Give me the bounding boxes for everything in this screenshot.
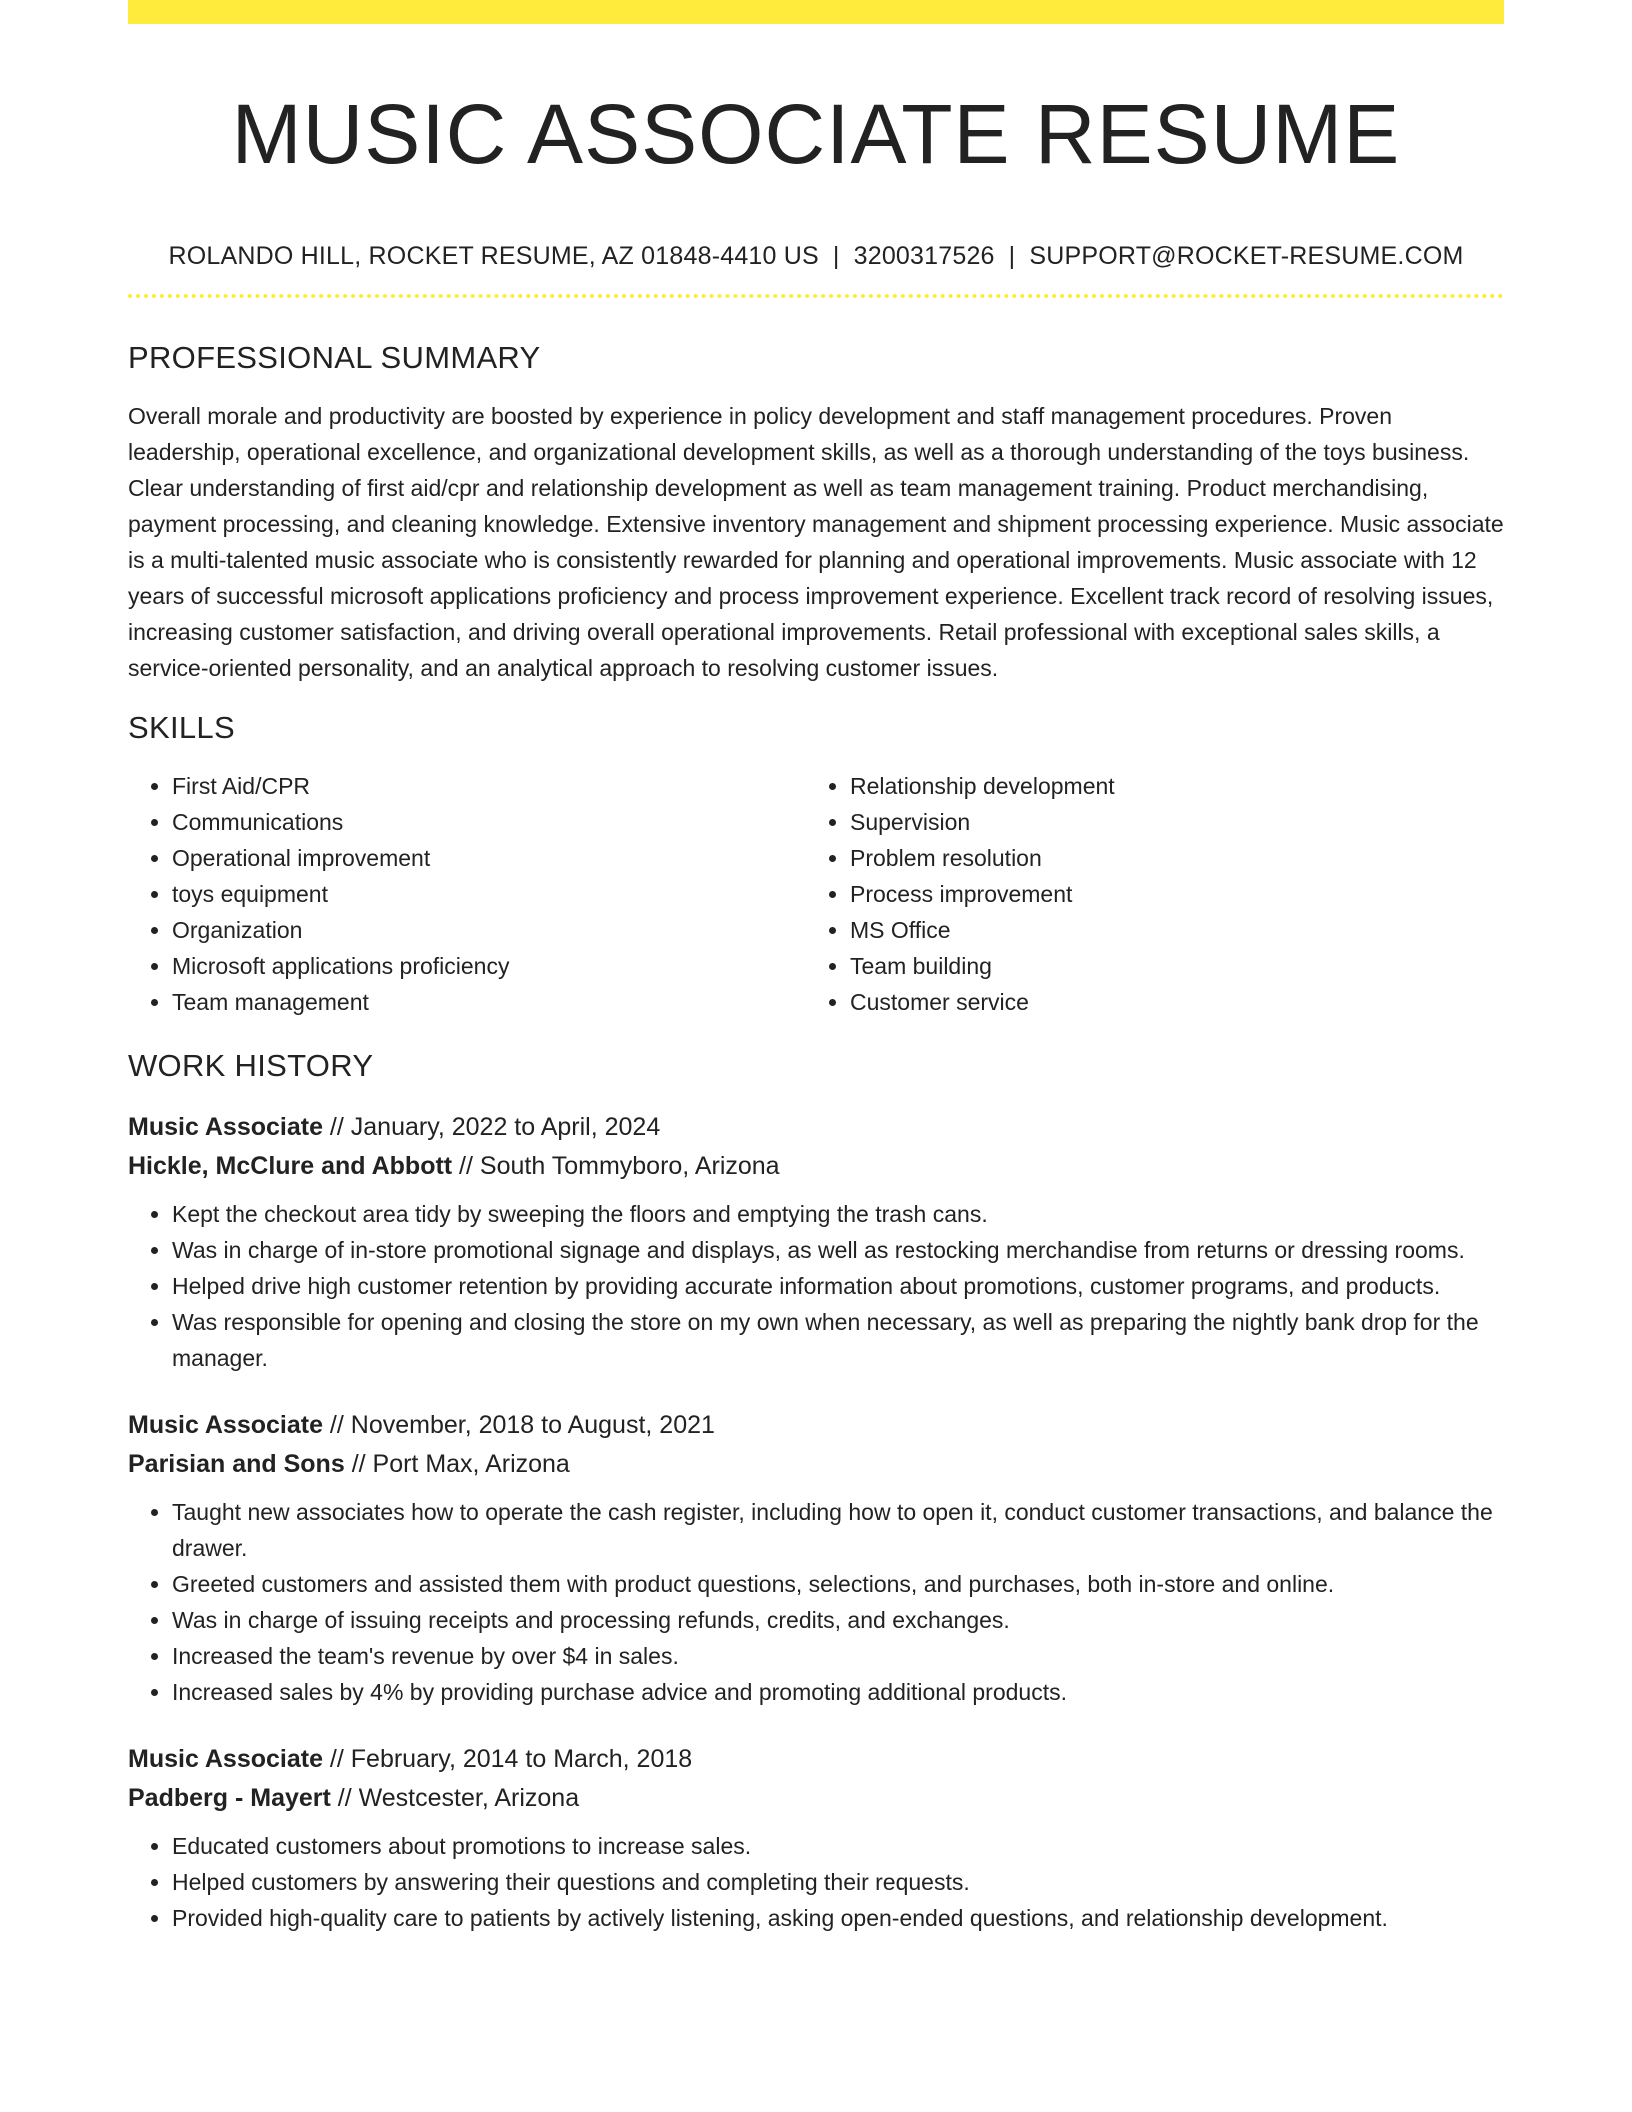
job-bullets bbox=[128, 1494, 1504, 1710]
resume-page bbox=[128, 0, 1504, 1936]
skill-item: • Team building bbox=[850, 948, 1484, 984]
job-location: // Westcester, Arizona bbox=[330, 1784, 580, 1812]
job-company-line bbox=[128, 1147, 1504, 1186]
job-bullet: • Increased the team's revenue by over $4 in sales. bbox=[172, 1638, 1504, 1674]
job-title-line bbox=[128, 1406, 1504, 1445]
job-title: Music Associate bbox=[128, 1745, 323, 1773]
accent-top-bar bbox=[128, 0, 1504, 24]
job-company-line bbox=[128, 1779, 1504, 1818]
skill-item: • Organization bbox=[172, 912, 806, 948]
job-dates: // January, 2022 to April, 2024 bbox=[322, 1113, 661, 1141]
skill-item: • MS Office bbox=[850, 912, 1484, 948]
job-company: Hickle, McClure and Abbott bbox=[128, 1152, 453, 1180]
job-bullet: • Educated customers about promotions to increase sales. bbox=[172, 1828, 1504, 1864]
job-bullets bbox=[128, 1828, 1504, 1936]
job-location: // South Tommyboro, Arizona bbox=[452, 1152, 780, 1180]
job-bullets bbox=[128, 1196, 1504, 1376]
job-company-line bbox=[128, 1445, 1504, 1484]
job-company: Padberg - Mayert bbox=[128, 1784, 331, 1812]
skills-list-left bbox=[128, 768, 806, 1020]
skills-list-right bbox=[806, 768, 1484, 1020]
contact-separator: | bbox=[832, 242, 840, 270]
job-bullet: • Taught new associates how to operate the cash register, including how to open it, conduct customer transactions, and balance the drawer. bbox=[172, 1494, 1504, 1566]
skill-item: • Problem resolution bbox=[850, 840, 1484, 876]
job-title-line bbox=[128, 1740, 1504, 1779]
contact-phone: 3200317526 bbox=[853, 242, 995, 270]
dotted-divider bbox=[128, 294, 1504, 298]
job-bullet: • Increased sales by 4% by providing purchase advice and promoting additional products. bbox=[172, 1674, 1504, 1710]
resume-title: MUSIC ASSOCIATE RESUME bbox=[231, 87, 1401, 181]
job-bullet: • Was in charge of in-store promotional signage and displays, as well as restocking merchandise from returns or dressing rooms. bbox=[172, 1232, 1504, 1268]
job-entry bbox=[128, 1108, 1504, 1376]
contact-separator: | bbox=[1008, 242, 1016, 270]
job-title-line bbox=[128, 1108, 1504, 1147]
job-bullet: • Helped customers by answering their questions and completing their requests. bbox=[172, 1864, 1504, 1900]
contact-address: ROLANDO HILL, ROCKET RESUME, AZ 01848-4410 US bbox=[168, 242, 819, 270]
job-title: Music Associate bbox=[128, 1411, 323, 1439]
skills-heading: SKILLS bbox=[128, 710, 235, 745]
job-bullet: • Was in charge of issuing receipts and processing refunds, credits, and exchanges. bbox=[172, 1602, 1504, 1638]
job-bullet: • Was responsible for opening and closing the store on my own when necessary, as well as preparing the nightly bank drop for the manager. bbox=[172, 1304, 1504, 1376]
skill-item: • Customer service bbox=[850, 984, 1484, 1020]
skill-item: • Supervision bbox=[850, 804, 1484, 840]
job-dates: // February, 2014 to March, 2018 bbox=[322, 1745, 693, 1773]
work-history-heading: WORK HISTORY bbox=[128, 1048, 374, 1083]
contact-email: SUPPORT@ROCKET-RESUME.COM bbox=[1029, 242, 1464, 270]
job-company: Parisian and Sons bbox=[128, 1450, 345, 1478]
skill-item: • toys equipment bbox=[172, 876, 806, 912]
job-dates: // November, 2018 to August, 2021 bbox=[322, 1411, 715, 1439]
skill-item: • Communications bbox=[172, 804, 806, 840]
skill-item: • Operational improvement bbox=[172, 840, 806, 876]
job-entry bbox=[128, 1740, 1504, 1936]
job-bullet: • Helped drive high customer retention by providing accurate information about promotions, customer programs, and products. bbox=[172, 1268, 1504, 1304]
skill-item: • Team management bbox=[172, 984, 806, 1020]
summary-text: Overall morale and productivity are boosted by experience in policy development and staff management procedures. Proven leadership, operational excellence, and organizational development skills, as well as a thorough understanding of the toys business. Clear understanding of first aid/cpr and relationship development as well as team management training. Product merchandising, payment processing, and cleaning knowledge. Extensive inventory management and shipment processing experience. Music associate is a multi-talented music associate who is consistently rewarded for planning and operational improvements. Music associate with 12 years of successful microsoft applications proficiency and process improvement experience. Excellent track record of resolving issues, increasing customer satisfaction, and driving overall operational improvements. Retail professional with exceptional sales skills, a service-oriented personality, and an analytical approach to resolving customer issues. bbox=[128, 403, 1504, 681]
skill-item: • Process improvement bbox=[850, 876, 1484, 912]
job-bullet: • Kept the checkout area tidy by sweeping the floors and emptying the trash cans. bbox=[172, 1196, 1504, 1232]
job-bullet: • Provided high-quality care to patients by actively listening, asking open-ended questions, and relationship development. bbox=[172, 1900, 1504, 1936]
skill-item: • Relationship development bbox=[850, 768, 1484, 804]
summary-heading: PROFESSIONAL SUMMARY bbox=[128, 340, 541, 375]
skill-item: • Microsoft applications proficiency bbox=[172, 948, 806, 984]
job-title: Music Associate bbox=[128, 1113, 323, 1141]
contact-line bbox=[128, 240, 1504, 272]
skill-item: • First Aid/CPR bbox=[172, 768, 806, 804]
job-entry bbox=[128, 1406, 1504, 1710]
skills-grid bbox=[128, 768, 1504, 1020]
job-bullet: • Greeted customers and assisted them with product questions, selections, and purchases, both in-store and online. bbox=[172, 1566, 1504, 1602]
job-location: // Port Max, Arizona bbox=[344, 1450, 570, 1478]
